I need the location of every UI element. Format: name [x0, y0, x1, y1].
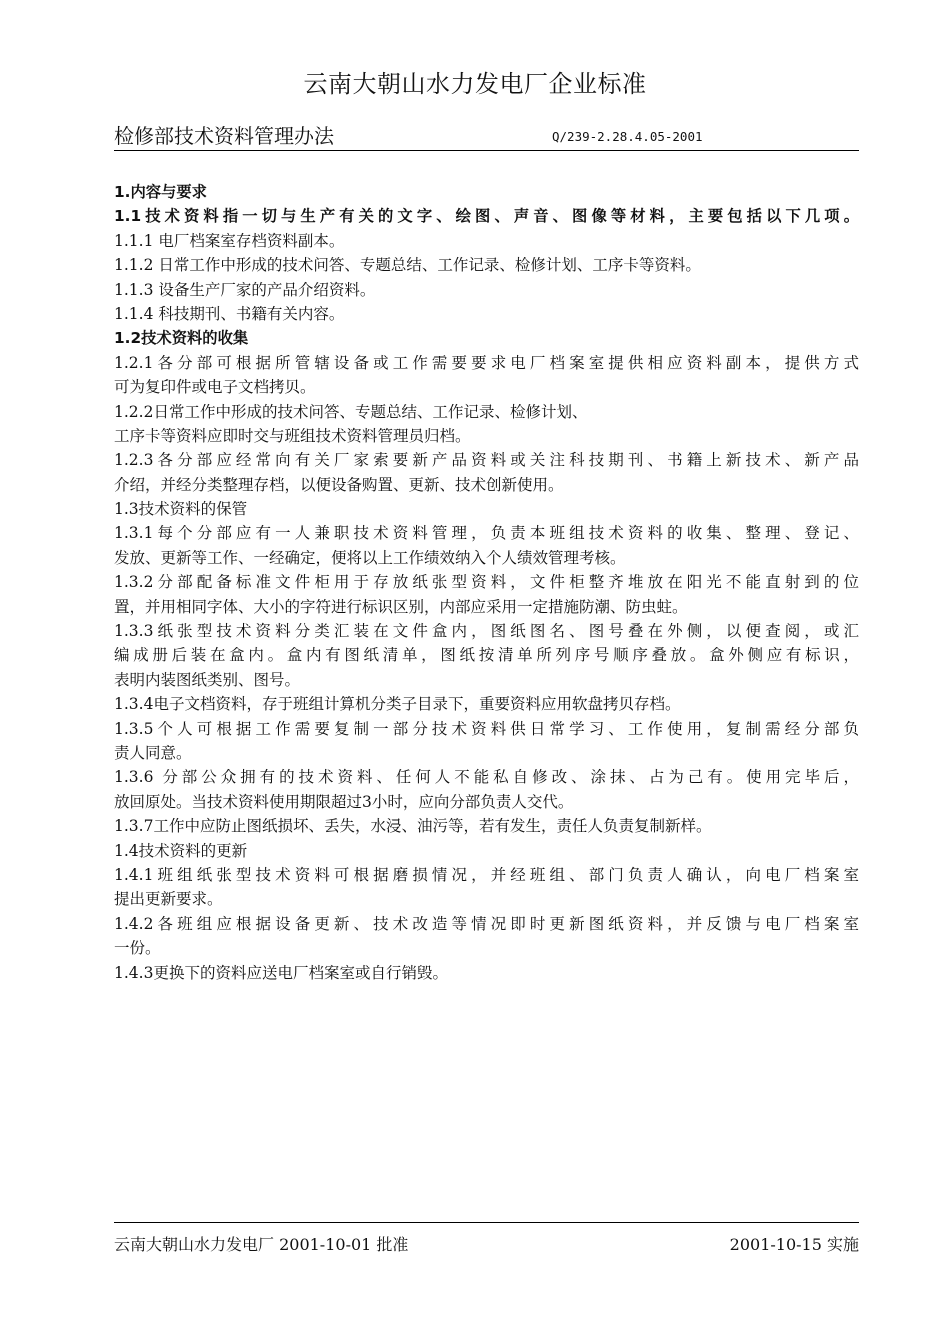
- document-subtitle: 检修部技术资料管理办法: [114, 124, 334, 148]
- section-heading: 1.内容与要求: [114, 183, 207, 201]
- paragraph-line: 1.2.3各分部应经常向有关厂家索要新产品资料或关注科技期刊、书籍上新技术、新产品: [114, 451, 859, 470]
- paragraph-line: 1.2.1各分部可根据所管辖设备或工作需要要求电厂档案室提供相应资料副本，提供方式: [114, 353, 859, 372]
- paragraph-line: 1.4.3更换下的资料应送电厂档案室或自行销毁。: [114, 963, 448, 982]
- paragraph-line: 1.3.2分部配备标准文件柜用于存放纸张型资料，文件柜整齐堆放在阳光不能直射到的位: [114, 573, 859, 592]
- effective-date: 2001-10-15 实施: [729, 1235, 859, 1254]
- approval-date: 云南大朝山水力发电厂 2001-10-01 批准: [114, 1235, 409, 1254]
- paragraph-line: 置，并用相同字体、大小的字符进行标识区别，内部应采用一定措施防潮、防虫蛀。: [114, 597, 688, 616]
- paragraph-line: 介绍，并经分类整理存档，以便设备购置、更新、技术创新使用。: [114, 475, 564, 494]
- paragraph-line: 1.3.7工作中应防止图纸损坏、丢失，水浸、油污等，若有发生，责任人负责复制新样。: [114, 817, 712, 836]
- document-footer: [114, 1222, 859, 1263]
- section-heading: 1.4技术资料的更新: [114, 841, 248, 860]
- paragraph-line: 1.1.3 设备生产厂家的产品介绍资料。: [114, 280, 376, 299]
- document-body: [114, 180, 859, 985]
- standard-code: Q/239-2.28.4.05-2001: [552, 129, 703, 144]
- paragraph-line: 工序卡等资料应即时交与班组技术资料管理员归档。: [114, 426, 471, 445]
- paragraph-line: 可为复印件或电子文档拷贝。: [114, 378, 316, 397]
- paragraph-line: 1.4.2各班组应根据设备更新、技术改造等情况即时更新图纸资料，并反馈与电厂档案室: [114, 914, 859, 933]
- paragraph-line: 1.2.2日常工作中形成的技术问答、专题总结、工作记录、检修计划、: [114, 402, 588, 421]
- paragraph-line: 1.4.1班组纸张型技术资料可根据磨损情况，并经班组、部门负责人确认，向电厂档案室: [114, 865, 859, 884]
- paragraph-line: 1.1.1 电厂档案室存档资料副本。: [114, 231, 345, 250]
- paragraph-line: 1.3.6 分部公众拥有的技术资料、任何人不能私自修改、涂抹、占为己有。使用完毕后，: [114, 768, 859, 787]
- paragraph-line: 编成册后装在盒内。盒内有图纸清单，图纸按清单所列序号顺序叠放。盒外侧应有标识，: [114, 646, 859, 665]
- section-heading: 1.3技术资料的保管: [114, 500, 248, 519]
- paragraph-line: 1.1.2 日常工作中形成的技术问答、专题总结、工作记录、检修计划、工序卡等资料。: [114, 256, 701, 275]
- paragraph-line: 放回原处。当技术资料使用期限超过3小时，应向分部负责人交代。: [114, 792, 574, 811]
- paragraph-line: 提出更新要求。: [114, 890, 223, 909]
- paragraph-line: 1.1.4 科技期刊、书籍有关内容。: [114, 304, 345, 323]
- paragraph-line: 1.3.4电子文档资料，存于班组计算机分类子目录下，重要资料应用软盘拷贝存档。: [114, 695, 681, 714]
- paragraph-line: 发放、更新等工作、一经确定，便将以上工作绩效纳入个人绩效管理考核。: [114, 548, 626, 567]
- document-title: 云南大朝山水力发电厂企业标准: [303, 70, 647, 98]
- paragraph-line: 1.3.1每个分部应有一人兼职技术资料管理，负责本班组技术资料的收集、整理、登记、: [114, 524, 859, 543]
- paragraph-line: 表明内装图纸类别、图号。: [114, 670, 301, 689]
- paragraph-line: 一份。: [114, 939, 161, 958]
- paragraph-line: 责人同意。: [114, 743, 192, 762]
- paragraph-line: 1.3.5个人可根据工作需要复制一部分技术资料供日常学习、工作使用，复制需经分部负: [114, 719, 859, 738]
- document-header: [114, 120, 859, 151]
- section-heading: 1.2技术资料的收集: [114, 329, 249, 348]
- section-heading: 1.1技术资料指一切与生产有关的文字、绘图、声音、图像等材料，主要包括以下几项。: [114, 207, 859, 226]
- paragraph-line: 1.3.3纸张型技术资料分类汇装在文件盒内，图纸图名、图号叠在外侧，以便查阅，或汇: [114, 622, 859, 641]
